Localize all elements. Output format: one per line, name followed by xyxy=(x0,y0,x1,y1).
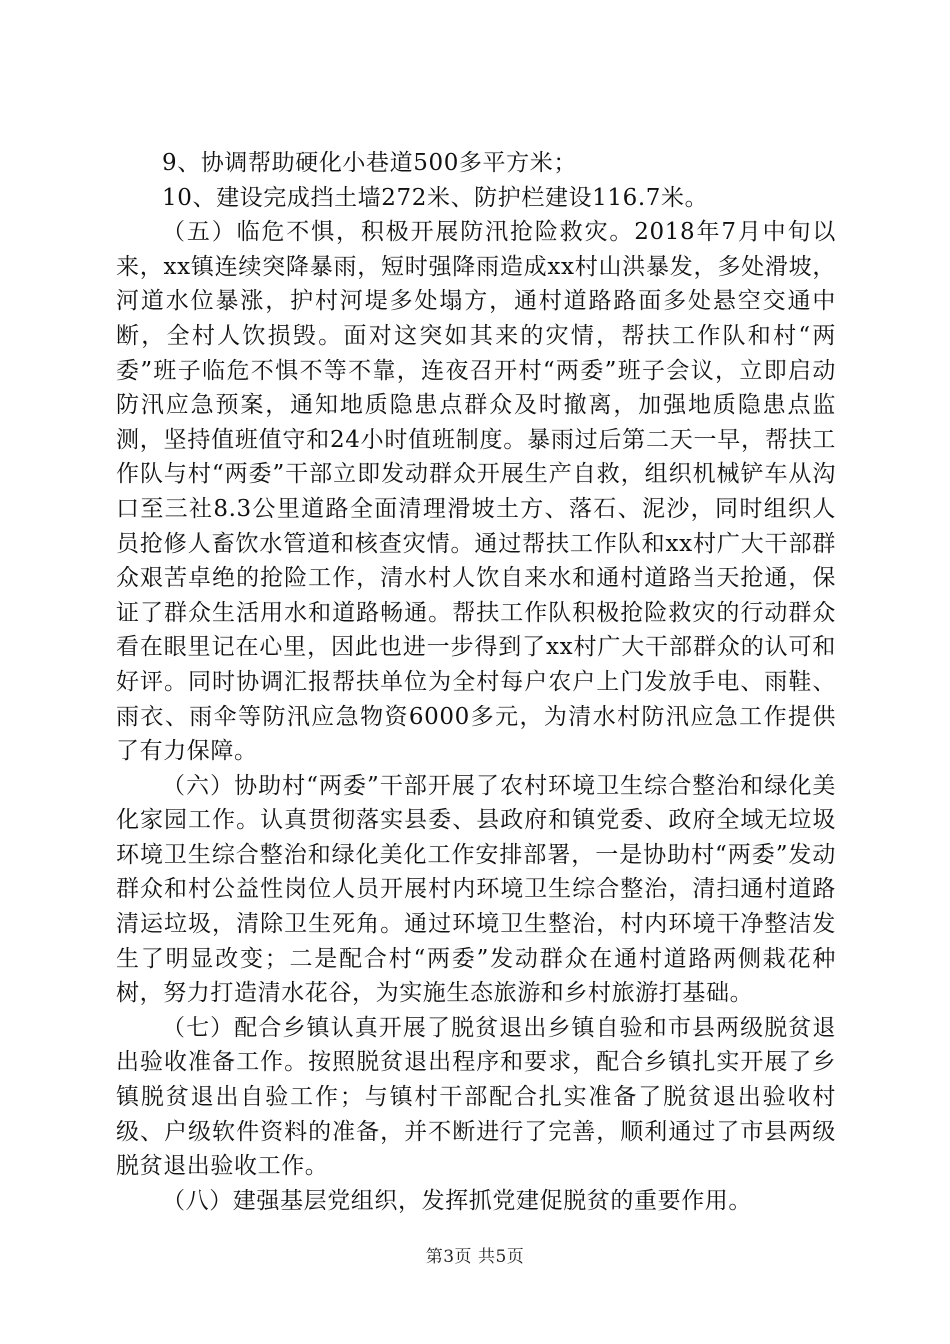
page-footer xyxy=(0,1242,950,1267)
page-number-label: 第3页 共5页 xyxy=(425,1247,525,1267)
paragraph-section-5: （五）临危不惧，积极开展防汛抢险救灾。2018年7月中旬以来，xx镇连续突降暴雨，短时强降雨造成xx村山洪暴发，多处滑坡，河道水位暴涨，护村河堤多处塌方，通村道路路面多处悬空交通中断，全村人饮损毁。面对这突如其来的灾情，帮扶工作队和村“两委”班子临危不惧不等不靠，连夜召开村“两委”班子会议，立即启动防汛应急预案，通知地质隐患点群众及时撤离，加强地质隐患点监测，坚持值班值守和24小时值班制度。暴雨过后第二天一早，帮扶工作队与村“两委”干部立即发动群众开展生产自救，组织机械铲车从沟口至三社8.3公里道路全面清理滑坡土方、落石、泥沙，同时组织人员抢修人畜饮水管道和核查灾情。通过帮扶工作队和xx村广大干部群众艰苦卓绝的抢险工作，清水村人饮自来水和通村道路当天抢通，保证了群众生活用水和道路畅通。帮扶工作队积极抢险救灾的行动群众看在眼里记在心里，因此也进一步得到了xx村广大干部群众的认可和好评。同时协调汇报帮扶单位为全村每户农户上门发放手电、雨鞋、雨衣、雨伞等防汛应急物资6000多元，为清水村防汛应急工作提供了有力保障。 xyxy=(116,219,836,765)
paragraph-section-7: （七）配合乡镇认真开展了脱贫退出乡镇自验和市县两级脱贫退出验收准备工作。按照脱贫退出程序和要求，配合乡镇扎实开展了乡镇脱贫退出自验工作；与镇村干部配合扎实准备了脱贫退出验收村级、户级软件资料的准备，并不断进行了完善，顺利通过了市县两级脱贫退出验收工作。 xyxy=(116,1014,836,1180)
document-body xyxy=(116,146,836,1218)
paragraph-item-9: 9、协调帮助硬化小巷道500多平方米； xyxy=(162,150,577,176)
paragraph-item-10: 10、建设完成挡土墙272米、防护栏建设116.7米。 xyxy=(162,184,709,211)
paragraph-section-8: （八）建强基层党组织，发挥抓党建促脱贫的重要作用。 xyxy=(162,1187,752,1214)
paragraph-section-6: （六）协助村“两委”干部开展了农村环境卫生综合整治和绿化美化家园工作。认真贯彻落实县委、县政府和镇党委、政府全域无垃圾环境卫生综合整治和绿化美化工作安排部署，一是协助村“两委”发动群众和村公益性岗位人员开展村内环境卫生综合整治，清扫通村道路清运垃圾，清除卫生死角。通过环境卫生整治，村内环境干净整洁发生了明显改变；二是配合村“两委”发动群众在通村道路两侧栽花种树，努力打造清水花谷，为实施生态旅游和乡村旅游打基础。 xyxy=(116,772,836,1007)
